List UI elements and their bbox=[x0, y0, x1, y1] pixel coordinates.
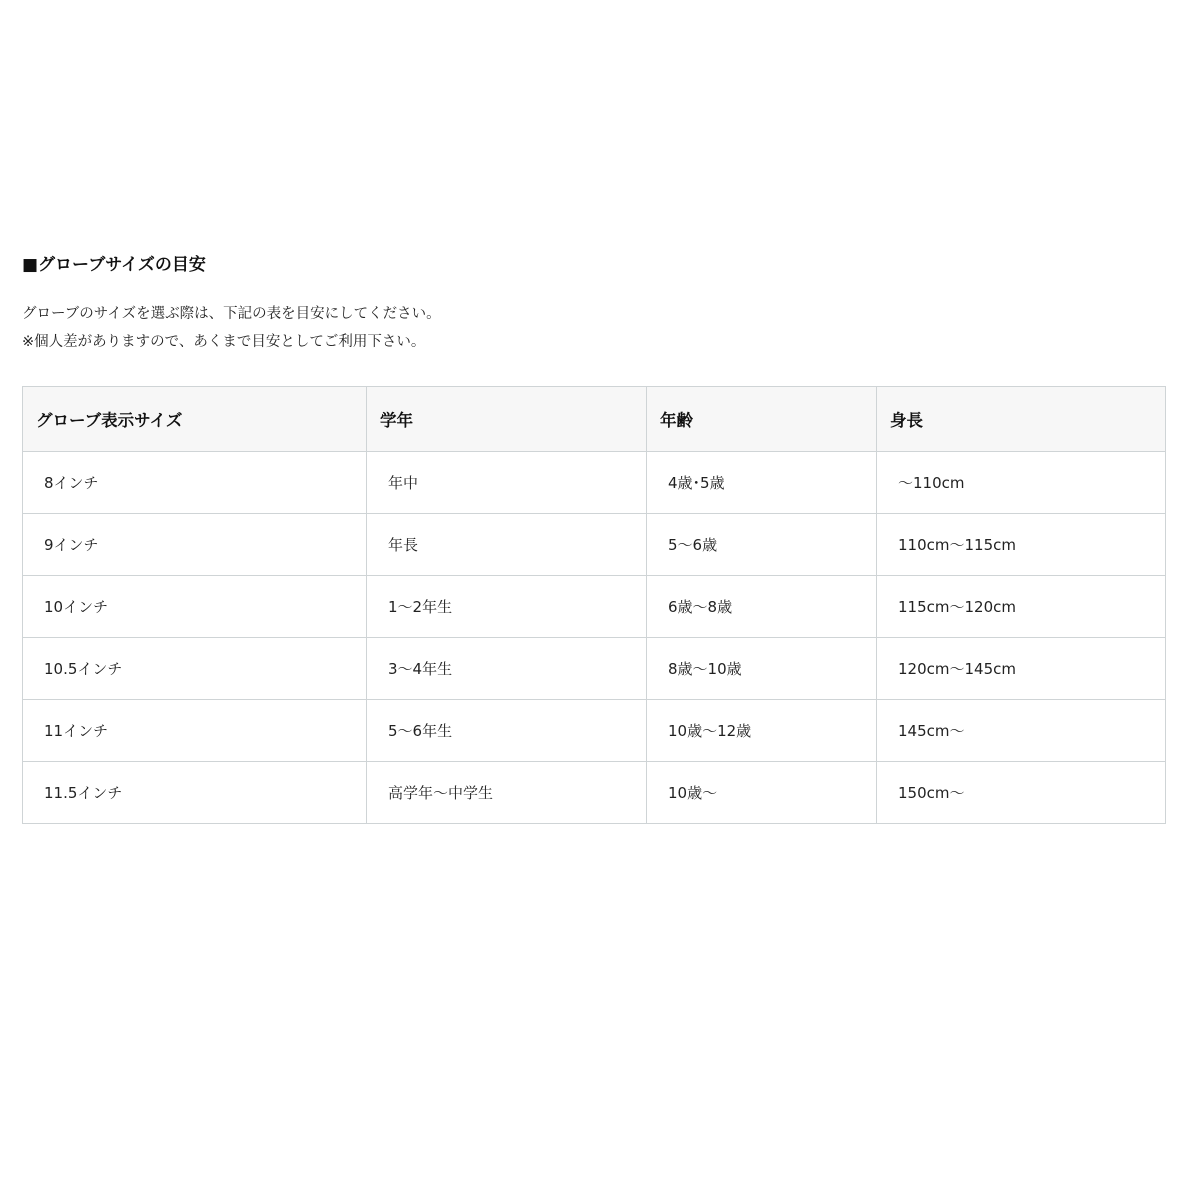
cell-height: 115cm〜120cm bbox=[877, 576, 1166, 638]
table-row bbox=[23, 514, 1166, 576]
cell-height: 145cm〜 bbox=[877, 700, 1166, 762]
cell-glove-size: 8インチ bbox=[23, 452, 367, 514]
table-row bbox=[23, 700, 1166, 762]
cell-grade: 5〜6年生 bbox=[367, 700, 647, 762]
cell-grade: 高学年〜中学生 bbox=[367, 762, 647, 824]
cell-height: 150cm〜 bbox=[877, 762, 1166, 824]
section-heading: ■グローブサイズの目安 bbox=[22, 255, 206, 275]
cell-age: 8歳〜10歳 bbox=[647, 638, 877, 700]
cell-glove-size: 10.5インチ bbox=[23, 638, 367, 700]
glove-size-table bbox=[22, 386, 1166, 824]
table-header-row bbox=[23, 387, 1166, 452]
cell-age: 5〜6歳 bbox=[647, 514, 877, 576]
header-grade: 学年 bbox=[367, 387, 647, 452]
guide-notes bbox=[22, 300, 1165, 356]
table-row bbox=[23, 762, 1166, 824]
header-glove-size: グローブ表示サイズ bbox=[23, 387, 367, 452]
cell-age: 6歳〜8歳 bbox=[647, 576, 877, 638]
cell-age: 4歳･5歳 bbox=[647, 452, 877, 514]
cell-grade: 年中 bbox=[367, 452, 647, 514]
cell-height: 110cm〜115cm bbox=[877, 514, 1166, 576]
cell-glove-size: 9インチ bbox=[23, 514, 367, 576]
glove-size-guide-section bbox=[22, 250, 1165, 824]
cell-glove-size: 11.5インチ bbox=[23, 762, 367, 824]
note-line: グローブのサイズを選ぶ際は、下記の表を目安にしてください。 bbox=[22, 306, 441, 322]
table-row bbox=[23, 638, 1166, 700]
cell-glove-size: 10インチ bbox=[23, 576, 367, 638]
note-line: ※個人差がありますので、あくまで目安としてご利用下さい。 bbox=[22, 334, 426, 350]
table-row bbox=[23, 576, 1166, 638]
cell-height: 〜110cm bbox=[877, 452, 1166, 514]
header-age: 年齢 bbox=[647, 387, 877, 452]
cell-age: 10歳〜12歳 bbox=[647, 700, 877, 762]
cell-grade: 3〜4年生 bbox=[367, 638, 647, 700]
cell-grade: 年長 bbox=[367, 514, 647, 576]
cell-age: 10歳〜 bbox=[647, 762, 877, 824]
cell-height: 120cm〜145cm bbox=[877, 638, 1166, 700]
header-height: 身長 bbox=[877, 387, 1166, 452]
cell-glove-size: 11インチ bbox=[23, 700, 367, 762]
cell-grade: 1〜2年生 bbox=[367, 576, 647, 638]
table-row bbox=[23, 452, 1166, 514]
